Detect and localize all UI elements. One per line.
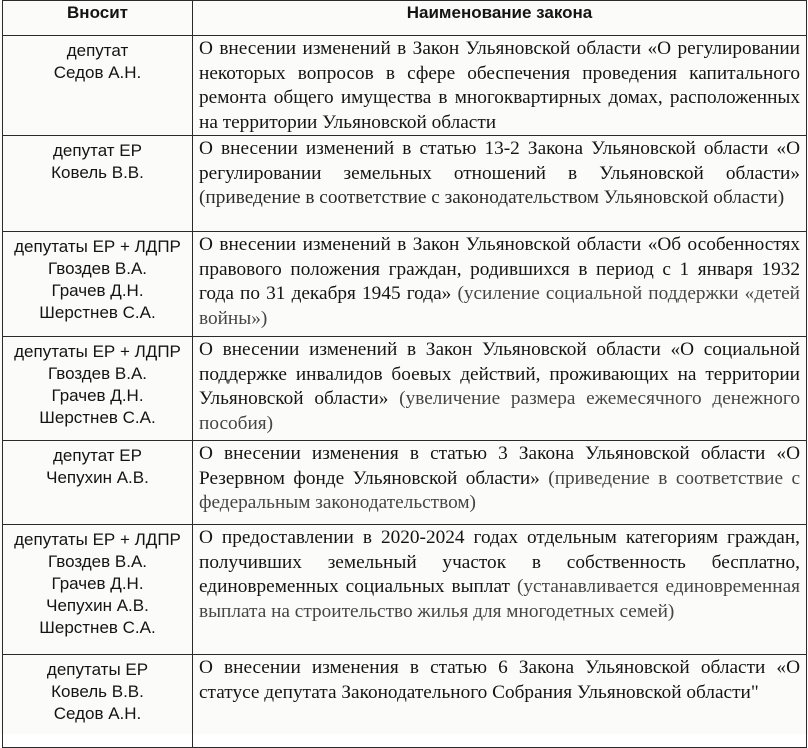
table-row <box>3 441 807 525</box>
author-line: депутаты ЕР + ЛДПР <box>14 342 181 361</box>
law-note: (приведение в соответствие с законодательством Ульяновской области) <box>199 187 785 208</box>
table-row <box>3 136 807 232</box>
author-line: Седов А.Н. <box>53 704 142 723</box>
author-line: депутаты ЕР + ЛДПР <box>14 530 181 549</box>
law-title: О предоставлении в 2020-2024 годах отдельным категориям граждан, получивших земельный участок в собственность бесплатно, единовременных социальных выплат <box>199 527 800 597</box>
law-cell <box>193 232 807 337</box>
law-title: О внесении изменения в статью 3 Закона Ульяновской области «О Резервном фонде Ульяновской области» <box>199 443 800 489</box>
author-line: Седов А.Н. <box>53 63 142 82</box>
law-cell <box>193 441 807 525</box>
author-line: Шерстнев С.А. <box>39 408 156 427</box>
author-cell <box>3 136 193 232</box>
author-line: депутат ЕР <box>53 446 142 465</box>
law-note: (приведение в соответствие с федеральным законодательством) <box>199 467 801 513</box>
law-note: (увеличение размера ежемесячного денежного пособия) <box>199 388 801 434</box>
laws-table <box>2 0 807 748</box>
author-cell <box>3 232 193 337</box>
author-line: Шерстнев С.А. <box>39 303 156 322</box>
table-row <box>3 232 807 337</box>
author-line: Грачев Д.Н. <box>51 281 144 300</box>
author-line: Ковель В.В. <box>51 163 144 182</box>
law-cell <box>193 136 807 232</box>
author-cell <box>3 441 193 525</box>
law-cell <box>193 337 807 441</box>
author-line: Ковель В.В. <box>51 682 144 701</box>
author-cell <box>3 525 193 655</box>
law-cell <box>193 36 807 136</box>
author-line: депутаты ЕР + ЛДПР <box>14 237 181 256</box>
table-row <box>3 36 807 136</box>
table-header-row <box>3 1 807 36</box>
author-cell <box>3 36 193 136</box>
author-line: Чепухин А.В. <box>46 596 149 615</box>
table-row <box>3 337 807 441</box>
law-title: О внесении изменений в Закон Ульяновской области «Об особенностях правового положения граждан, родившихся в период с 1 января 1932 года по 31 декабря 1945 года» <box>199 234 800 304</box>
author-line: депутаты ЕР <box>46 660 149 679</box>
law-note: (усиление социальной поддержки «детей войны») <box>199 283 800 329</box>
author-line: Гвоздев В.А. <box>47 364 148 383</box>
author-line: депутат <box>66 41 129 60</box>
law-title: О внесении изменения в статью 6 Закона Ульяновской области «О статусе депутата Законодательного Собрания Ульяновской области" <box>199 657 800 703</box>
column-header-law: Наименование закона <box>193 1 807 36</box>
law-note: (устанавливается единовременная выплата на строительство жилья для многодетных семей) <box>199 576 800 622</box>
author-line: Чепухин А.В. <box>46 468 149 487</box>
author-cell <box>3 337 193 441</box>
author-line: Грачев Д.Н. <box>51 386 144 405</box>
author-line: Гвоздев В.А. <box>47 259 148 278</box>
author-line: Грачев Д.Н. <box>51 574 144 593</box>
author-line: Гвоздев В.А. <box>47 552 148 571</box>
law-title: О внесении изменений в Закон Ульяновской области «О регулировании некоторых вопросов в сфере обеспечения проведения капитального ремонта общего имущества в многоквартирных домах, расположенных на территории Ульяновской области <box>199 38 800 133</box>
author-line: депутат ЕР <box>53 141 142 160</box>
column-header-author: Вносит <box>3 1 193 36</box>
table-row <box>3 525 807 655</box>
law-cell <box>193 525 807 655</box>
author-line: Шерстнев С.А. <box>39 618 156 637</box>
law-title: О внесении изменений в Закон Ульяновской области «О социальной поддержке инвалидов боевых действий, проживающих на территории Ульяновской области» <box>199 339 800 409</box>
law-title: О внесении изменений в статью 13-2 Закона Ульяновской области «О регулировании земельных отношений в Ульяновской области» <box>199 138 800 184</box>
